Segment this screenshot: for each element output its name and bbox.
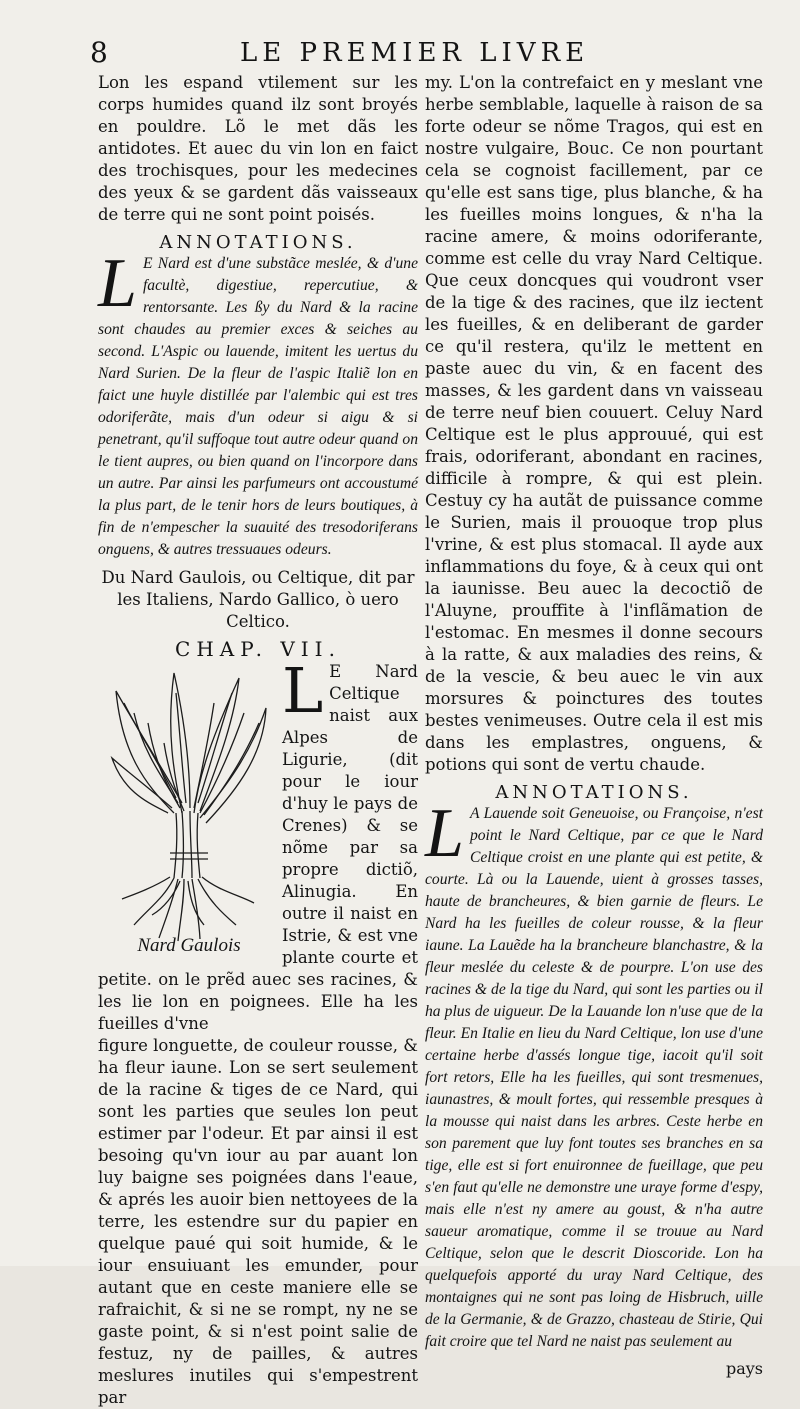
chapter-text-beside-figure: E Nard Celtique naist aux Alpes de Ligurie, (dit pour le iour d'huy le pays de Crenes) & se nõme par sa propre dictiõ, Alinugia. En outre il naist en Istrie, & est vne plante courte et petite. on le prẽd auec ses racines, & les lie lon en poignees. Elle ha les fueilles d'vne [98,662,418,1033]
chapter-title: Du Nard Gaulois, ou Celtique, dit par les Italiens, Nardo Gallico, ò uero Celtico. [101,568,415,631]
catchword: pays [725,1359,763,1378]
right-annotation-text: A Lauende soit Geneuoise, ou Françoise, n'est point le Nard Celtique, par ce que le Nard Celtique croist en une plante qui est petite, & courte. Là ou la Lauende, uient à grosses tasses, haute de brancheures, & bien garnie de fleurs. Le Nard ha les fueilles de coleur rousse, & la fleur iaune. La Lauẽde ha la brancheure blanchastre, & la fleur meslée du celeste & de pourpre. L'on use des racines & de la tige du Nard, qui sont les parties ou il ha plus de uigueur. De la Lauande lon n'use que de la fleur. En Italie en lieu du Nard Celtique, lon use d'une certaine herbe d'assés longue tige, iacoit qu'il soit fort retors, Elle ha les fueilles, qui sont tresmenues, iaunastres, & moult fortes, qui ressemble presques à la mousse qui naist dans les arbres. Ceste herbe en son parement que luy font toutes ses branches en sa tige, elle est si fort enuironnee de fueillage, que peu s'en faut qu'elle ne demonstre une uraye forme d'espy, mais elle n'est ny amere au goust, & n'ha autre saueur aromatique, comme il se trouue au Nard Celtique, selon que le descrit Dioscoride. Lon ha quelquefois apporté du uray Nard Celtique, des montaignes qui ne sont pas loing de Hisbruch, uille de la Germanie, & de Grazzo, chasteau de Stirie, Qui fait croire que tel Nard ne naist pas seulement au [425,805,763,1350]
right-body-paragraph: my. L'on la contrefaict en y meslant vne herbe semblable, laquelle à raison de sa forte odeur se nõme Tragos, qui est en nostre vulgaire, Bouc. Ce non pourtant cela se cognoist facillement, par ce qu'elle est sans tige, plus blanche, & ha les fueilles moins longues, & n'ha la racine amere, & moins odoriferante, comme est celle du vray Nard Celtique. Que ceux doncques qui voudront vser de la tige & des racines, que ilz iectent les fueilles, & en deliberant de garder ce qu'il restera, qu'ilz le mettent en paste auec du vin, & en facent des masses, & les gardent dans vn vaisseau de terre neuf bien couuert. Celuy Nard Celtique est le plus approuué, qui est frais, odoriferant, abondant en racines, difficile à rompre, & qui est plein. Cestuy cy ha autãt de puissance comme le Surien, mais il prouoque trop plus l'vrine, & est plus stomacal. Il ayde aux inflammations du foye, & à ceux qui ont la iaunisse. Beu auec la decoctiõ de l'Aluyne, prouffite à l'inflãmation de l'estomac. En mesmes il donne secours à la ratte, & aux maladies des reins, & de la vescie, & beu auec le vin aux morsures & poinctures des toutes bestes venimeuses. Outre cela il est mis dans les emplastres, onguens, & potions qui sont de vertu chaude. [425,73,763,774]
page-header [90,36,620,70]
left-column [98,72,418,1409]
annotation-heading: ANNOTATIONS. [159,232,357,253]
right-annotation-heading: ANNOTATIONS. [495,782,693,803]
right-annotation-paragraph [425,795,763,1353]
intro-paragraph: Lon les espand vtilement sur les corps humides quand ilz sont broyés en pouldre. Lõ le met dãs les antidotes. Et auec du vin lon en faict des trochisques, pour les medecines des yeux & se gardent dãs vaisseaux de terre qui ne sont point poisés. [98,73,418,224]
annotation-text: E Nard est d'une substãce meslée, & d'une facultè, digestiue, repercutiue, & rentorsante. Les ßy du Nard & la racine sont chaudes au premier exces & seiches au second. L'Aspic ou lauende, imitent les uertus du Nard Surien. De la fleur de l'aspic Italiẽ lon en faict une huyle distillée par l'alembic qui est tres odoriferãte, mais d'un odeur si aigu & si penetrant, qu'il suffoque tout autre odeur quand on le tient aupres, ou bien quand on l'incorpore dans un autre. Par ainsi les parfumeurs ont accoustumé la plus part, de le tenir hors de leurs boutiques, à fin de n'empescher la suauité des tresodoriferans onguens, & autres tressuaues odeurs. [98,255,418,558]
drop-cap: L [98,245,137,322]
chapter-drop-cap: L [282,654,324,727]
chapter-text-below-figure: figure longuette, de couleur rousse, & ha fleur iaune. Lon se sert seulement de la racine & tiges de ce Nard, qui sont les parties que seules lon peut estimer par l'odeur. Et par ainsi il est besoing qu'vn iour au par auant lon luy baigne ses poignées dans l'eaue, & aprés les auoir bien nettoyees de la terre, les estendre sur du papier en quelque paué qui soit humide, & le iour ensuiuant les emunder, pour autant que en ceste maniere elle se rafraichit, & si ne se rompt, ny ne se gaste point, & si n'est point salie de festuz, ny de pailles, & autres meslures inutiles qui s'empestrent par [98,1036,418,1407]
plant-woodcut-figure [104,663,274,957]
page-number: 8 [90,36,108,69]
nard-plant-illustration [104,663,274,943]
figure-caption: Nard Gaulois [137,935,241,956]
chapter-body [98,654,418,1409]
running-head: LE PREMIER LIVRE [240,38,590,68]
annotation-paragraph [98,245,418,561]
chapter-number: CHAP. VII. [175,637,341,661]
right-drop-cap: L [425,795,464,872]
right-column [425,72,763,1378]
